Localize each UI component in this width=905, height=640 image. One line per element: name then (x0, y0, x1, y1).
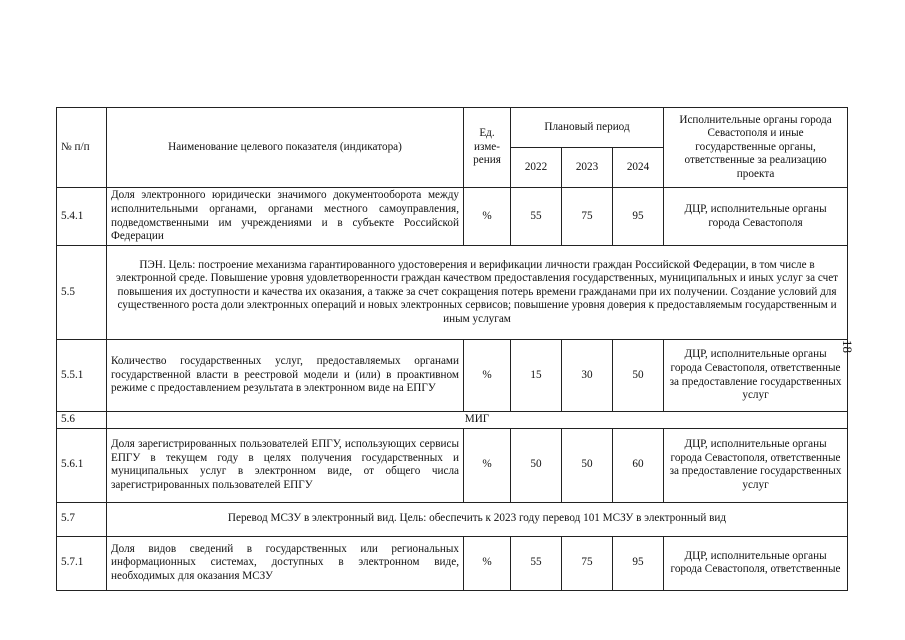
indicator-table (56, 107, 848, 591)
header-row (57, 108, 848, 148)
row-value: 30 (562, 340, 613, 412)
row-value: 95 (613, 536, 664, 590)
row-num: 5.5.1 (57, 340, 107, 412)
row-value: 75 (562, 536, 613, 590)
table-row (57, 188, 848, 246)
page-number: 18 (840, 340, 855, 353)
row-value: 50 (562, 428, 613, 502)
section-num: 5.7 (57, 502, 107, 536)
header-exec: Исполнительные органы города Севастополя и иные государственные органы, ответственные за реализацию проекта (664, 108, 848, 188)
section-row (57, 502, 848, 536)
section-num: 5.5 (57, 246, 107, 340)
row-exec: ДЦР, исполнительные органы города Севастополя, ответственные за предоставление государственных услуг (664, 340, 848, 412)
table-row (57, 428, 848, 502)
table-row (57, 536, 848, 590)
row-unit: % (464, 536, 511, 590)
section-row (57, 412, 848, 429)
header-num: № п/п (57, 108, 107, 188)
section-text: МИГ (107, 412, 848, 429)
section-text: Перевод МСЗУ в электронный вид. Цель: обеспечить к 2023 году перевод 101 МСЗУ в электронный вид (107, 502, 848, 536)
header-plan: Плановый период (511, 108, 664, 148)
row-value: 50 (511, 428, 562, 502)
row-name: Количество государственных услуг, предоставляемых органами государственной власти в реестровой модели и (или) в проактивном режиме с предоставлением результата в электронном виде на ЕПГУ (107, 340, 464, 412)
row-num: 5.4.1 (57, 188, 107, 246)
row-value: 15 (511, 340, 562, 412)
header-name: Наименование целевого показателя (индикатора) (107, 108, 464, 188)
section-row (57, 246, 848, 340)
row-name: Доля видов сведений в государственных или региональных информационных системах, доступных в электронном виде, необходимых для оказания МСЗУ (107, 536, 464, 590)
row-name: Доля электронного юридически значимого документооборота между исполнительными органами, органами местного самоуправления, подведомственными им учреждениями и в субъекте Российской Федерации (107, 188, 464, 246)
row-value: 55 (511, 536, 562, 590)
section-num: 5.6 (57, 412, 107, 429)
header-unit: Ед. изме-рения (464, 108, 511, 188)
row-exec: ДЦР, исполнительные органы города Севастополя, ответственные за предоставление государственных услуг (664, 428, 848, 502)
header-year: 2022 (511, 148, 562, 188)
header-year: 2023 (562, 148, 613, 188)
row-value: 95 (613, 188, 664, 246)
row-value: 75 (562, 188, 613, 246)
row-num: 5.7.1 (57, 536, 107, 590)
table-row (57, 340, 848, 412)
row-value: 50 (613, 340, 664, 412)
header-year: 2024 (613, 148, 664, 188)
row-exec: ДЦР, исполнительные органы города Севастополя (664, 188, 848, 246)
row-unit: % (464, 340, 511, 412)
section-text: ПЭН. Цель: построение механизма гарантированного удостоверения и верификации личности граждан Российской Федерации, в том числе в электронной среде. Повышение уровня удовлетворенности граждан качеством предоставления государственных, муниципальных и иных услуг за счет повышения их доступности и качества их оказания, а также за счет сокращения потерь времени гражданами при их получении. Создание условий для существенного роста доли электронных операций и новых электронных сервисов; повышение уровня доверия к предоставляемым государственным и иным услугам (107, 246, 848, 340)
row-num: 5.6.1 (57, 428, 107, 502)
row-value: 60 (613, 428, 664, 502)
row-exec: ДЦР, исполнительные органы города Севастополя, ответственные (664, 536, 848, 590)
row-name: Доля зарегистрированных пользователей ЕПГУ, использующих сервисы ЕПГУ в текущем году в целях получения государственных и муниципальных услуг в электронном виде, от общего числа зарегистрированных пользователей ЕПГУ (107, 428, 464, 502)
row-unit: % (464, 428, 511, 502)
row-unit: % (464, 188, 511, 246)
row-value: 55 (511, 188, 562, 246)
